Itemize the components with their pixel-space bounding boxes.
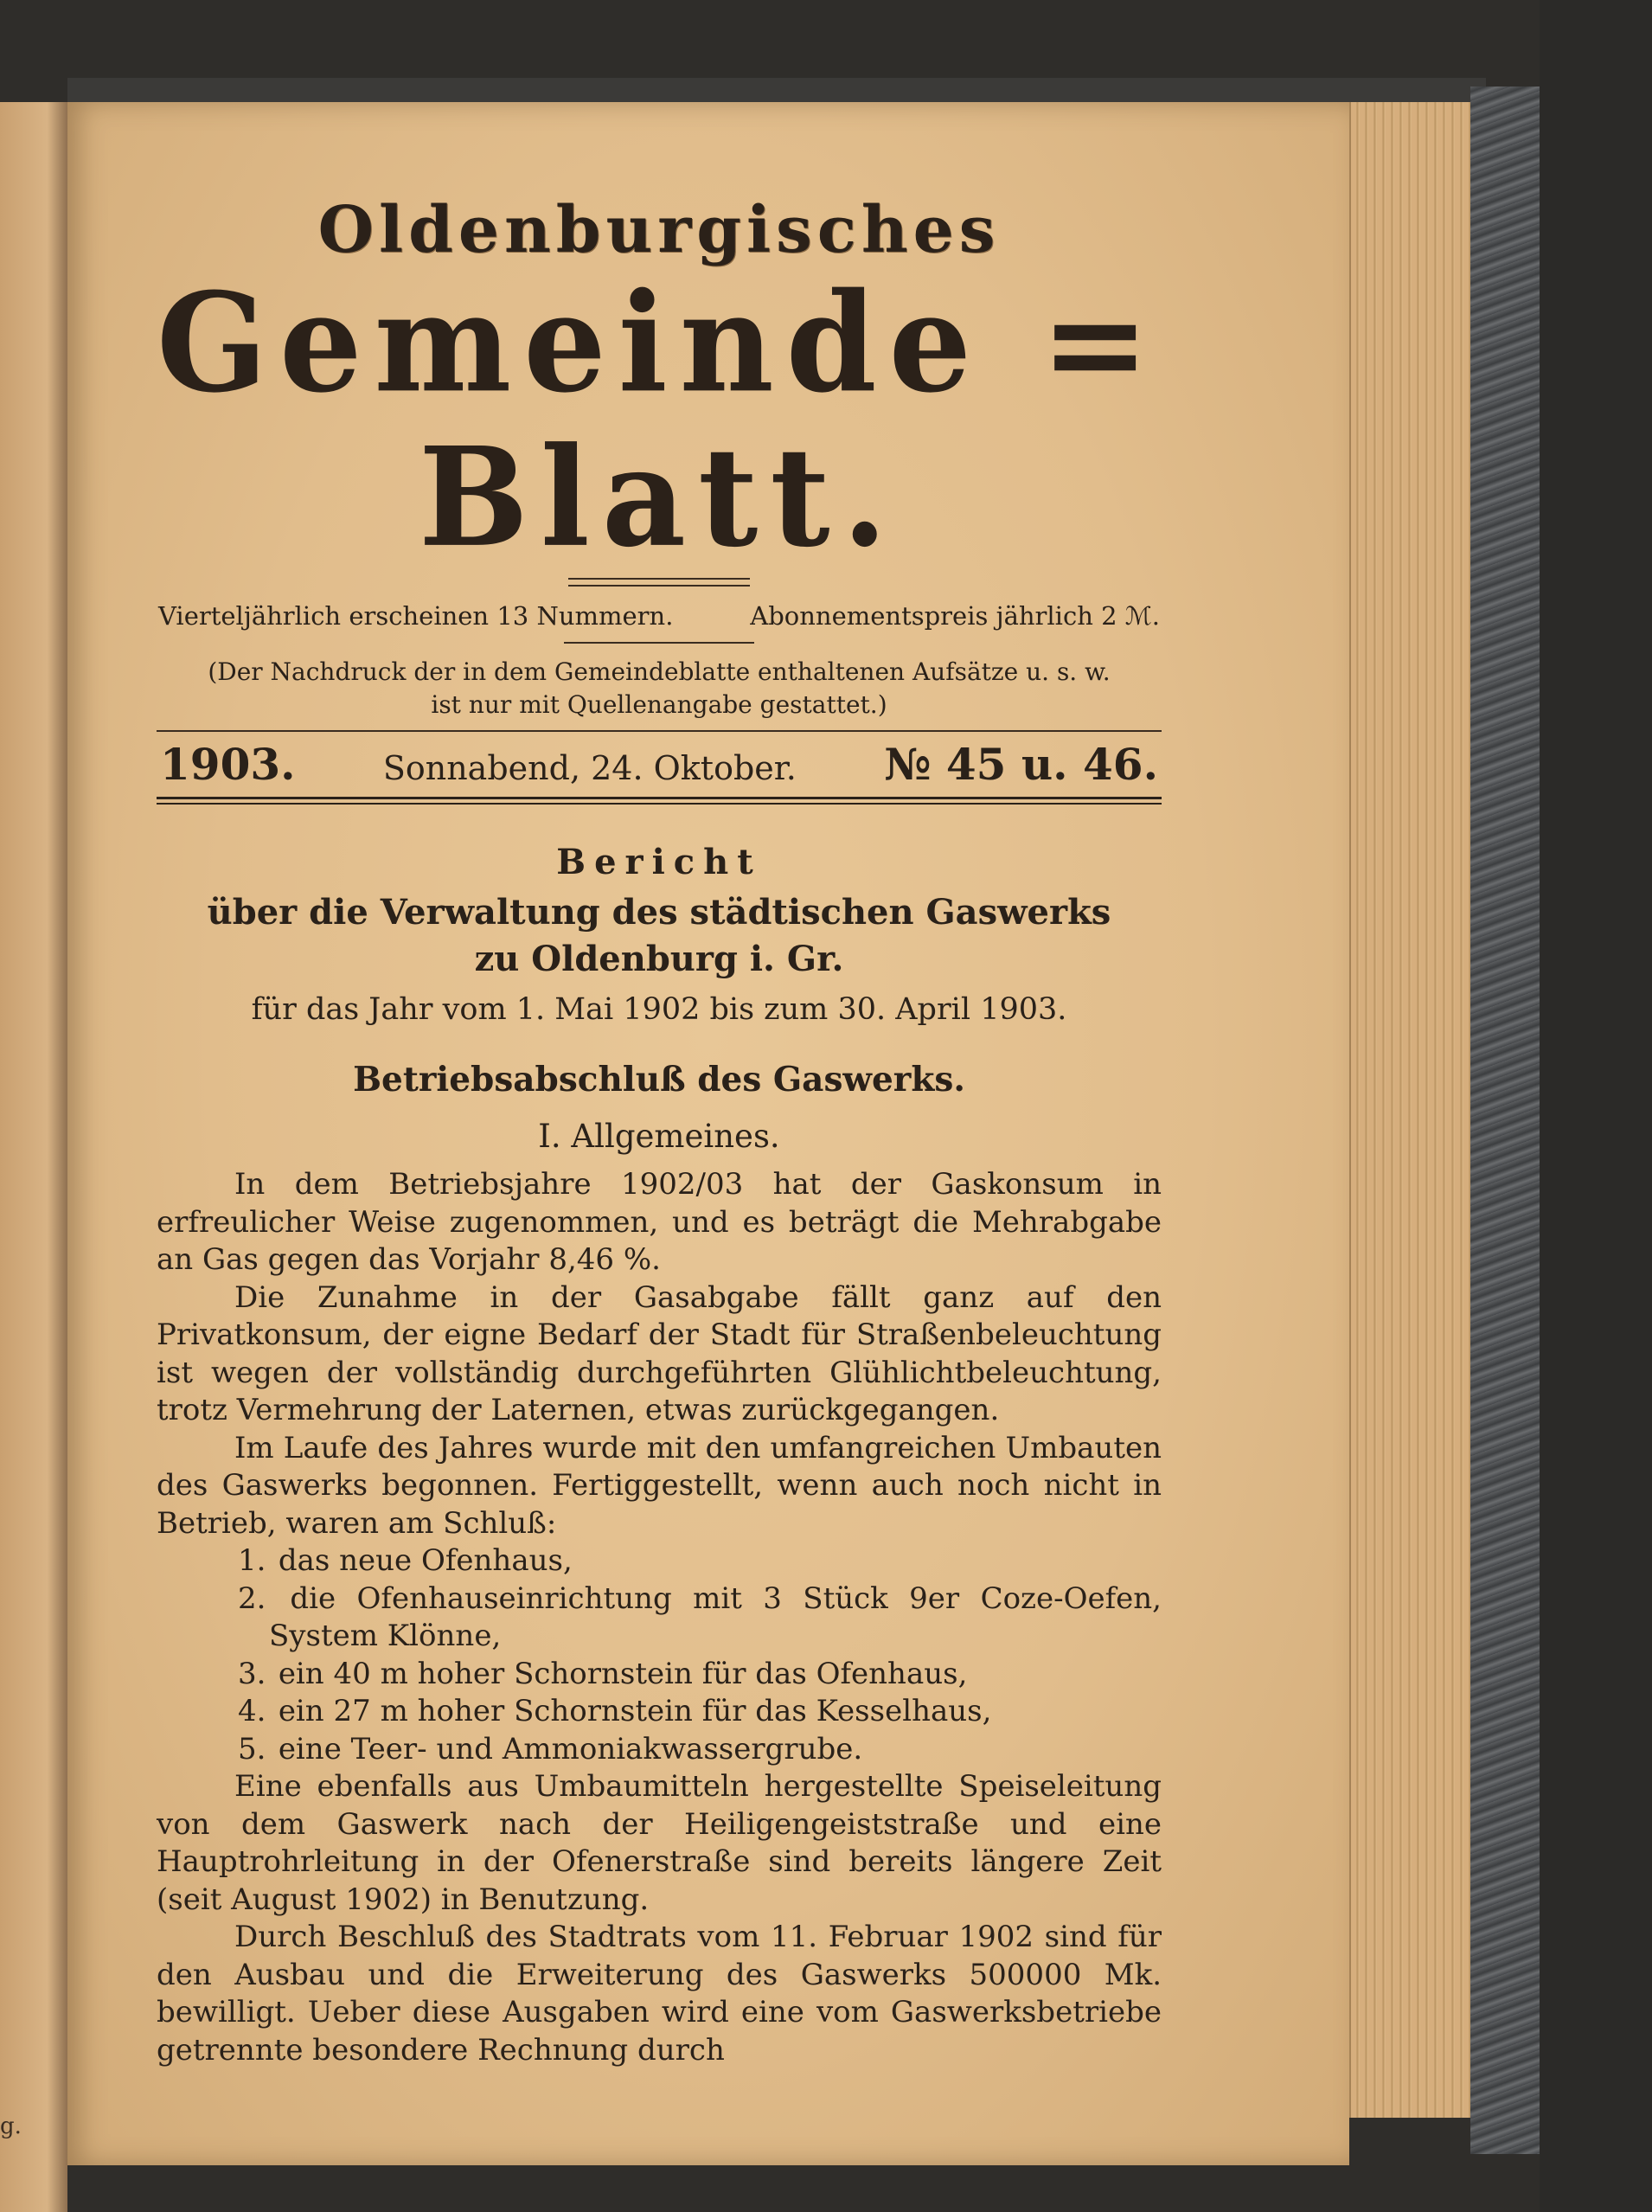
report-title: Bericht [556,842,762,882]
divider [157,730,1162,732]
reprint-notice [157,656,1162,721]
list-number: 4. [238,1694,266,1728]
subsection-heading: I. Allgemeines. [538,1118,780,1155]
page-stack-edge [1349,102,1472,2118]
issue-line [157,739,1162,790]
list-number: 5. [238,1731,266,1766]
list-item [157,1580,1162,1656]
paragraph: In dem Betriebsjahre 1902/03 hat der Gaskonsum in erfreulicher Weise zugenommen, und es beträgt die Mehrabgabe an Gas gegen das Vorjahr 8,46 %. [157,1167,1162,1277]
subscription-frequency: Vierteljährlich erscheinen 13 Nummern. [158,601,674,631]
reprint-notice-line-1: (Der Nachdruck der in dem Gemeindeblatte enthaltenen Aufsätze u. s. w. [208,657,1111,686]
page-content [157,187,1162,2069]
report-subtitle: über die Verwaltung des städtischen Gaswerks [207,892,1111,933]
masthead-line-1: Oldenburgisches [317,193,1001,267]
section-heading: Betriebsabschluß des Gaswerks. [353,1060,965,1100]
list-number: 1. [238,1543,266,1578]
issue-rule [157,797,1162,805]
issue-date: Sonnabend, 24. Oktober. [382,749,797,787]
left-page-edge [0,102,67,2212]
subscription-price: Abonnementspreis jährlich 2 ℳ. [750,601,1160,631]
reprint-notice-line-2: ist nur mit Quellenangabe gestattet.) [431,690,887,719]
left-page-fragment: g. [0,2113,22,2139]
book-binding [1470,87,1540,2154]
paragraph: Die Zunahme in der Gasabgabe fällt ganz auf den Privatkonsum, der eigne Bedarf der Stadt für Straßenbeleuchtung ist wegen der vollständig durchgeführten Glühlichtbeleuchtung, trotz Vermehrung der Laternen, etwas zurückgegangen. [157,1279,1162,1427]
paragraph: Im Laufe des Jahres wurde mit den umfangreichen Umbauten des Gaswerks begonnen. Fertiggestellt, wenn auch noch nicht in Betrieb, waren am Schluß: [157,1430,1162,1541]
article-body [157,1166,1162,2069]
masthead-rule [568,578,750,587]
list-text: ein 40 m hoher Schornstein für das Ofenhaus, [278,1656,968,1691]
issue-number: № 45 u. 46. [884,739,1158,790]
subscription-line [157,599,1162,633]
paragraph: Eine ebenfalls aus Umbaumitteln hergestellte Speiseleitung von dem Gaswerk nach der Heiligengeiststraße und eine Hauptrohrleitung in der Ofenerstraße sind bereits längere Zeit (seit August 1902) in Benutzung. [157,1769,1162,1917]
report-location: zu Oldenburg i. Gr. [474,939,844,979]
divider [564,642,754,644]
list-text: ein 27 m hoher Schornstein für das Kesselhaus, [278,1694,992,1728]
list-number: 2. [238,1580,266,1616]
report-period: für das Jahr vom 1. Mai 1902 bis zum 30. April 1903. [251,992,1067,1027]
list-item [157,1656,1162,1694]
masthead-title: Gemeinde = Blatt. [157,263,1162,578]
paragraph: Durch Beschluß des Stadtrats vom 11. Februar 1902 sind für den Ausbau und die Erweiterung des Gaswerks 500000 Mk. bewilligt. Ueber diese Ausgaben wird eine vom Gaswerksbetriebe getrennte besondere Rechnung durch [157,1920,1162,2068]
newspaper-page [67,102,1349,2165]
list-item [157,1693,1162,1731]
list-number: 3. [238,1656,266,1691]
issue-year: 1903. [160,739,296,790]
list-item [157,1542,1162,1580]
list-text: das neue Ofenhaus, [278,1543,573,1578]
scan-border [1540,0,1652,2212]
list-item [157,1731,1162,1769]
list-text: die Ofenhauseinrichtung mit 3 Stück 9er Coze-Oefen, System Klönne, [269,1580,1162,1653]
list-text: eine Teer- und Ammoniakwassergrube. [278,1731,863,1766]
